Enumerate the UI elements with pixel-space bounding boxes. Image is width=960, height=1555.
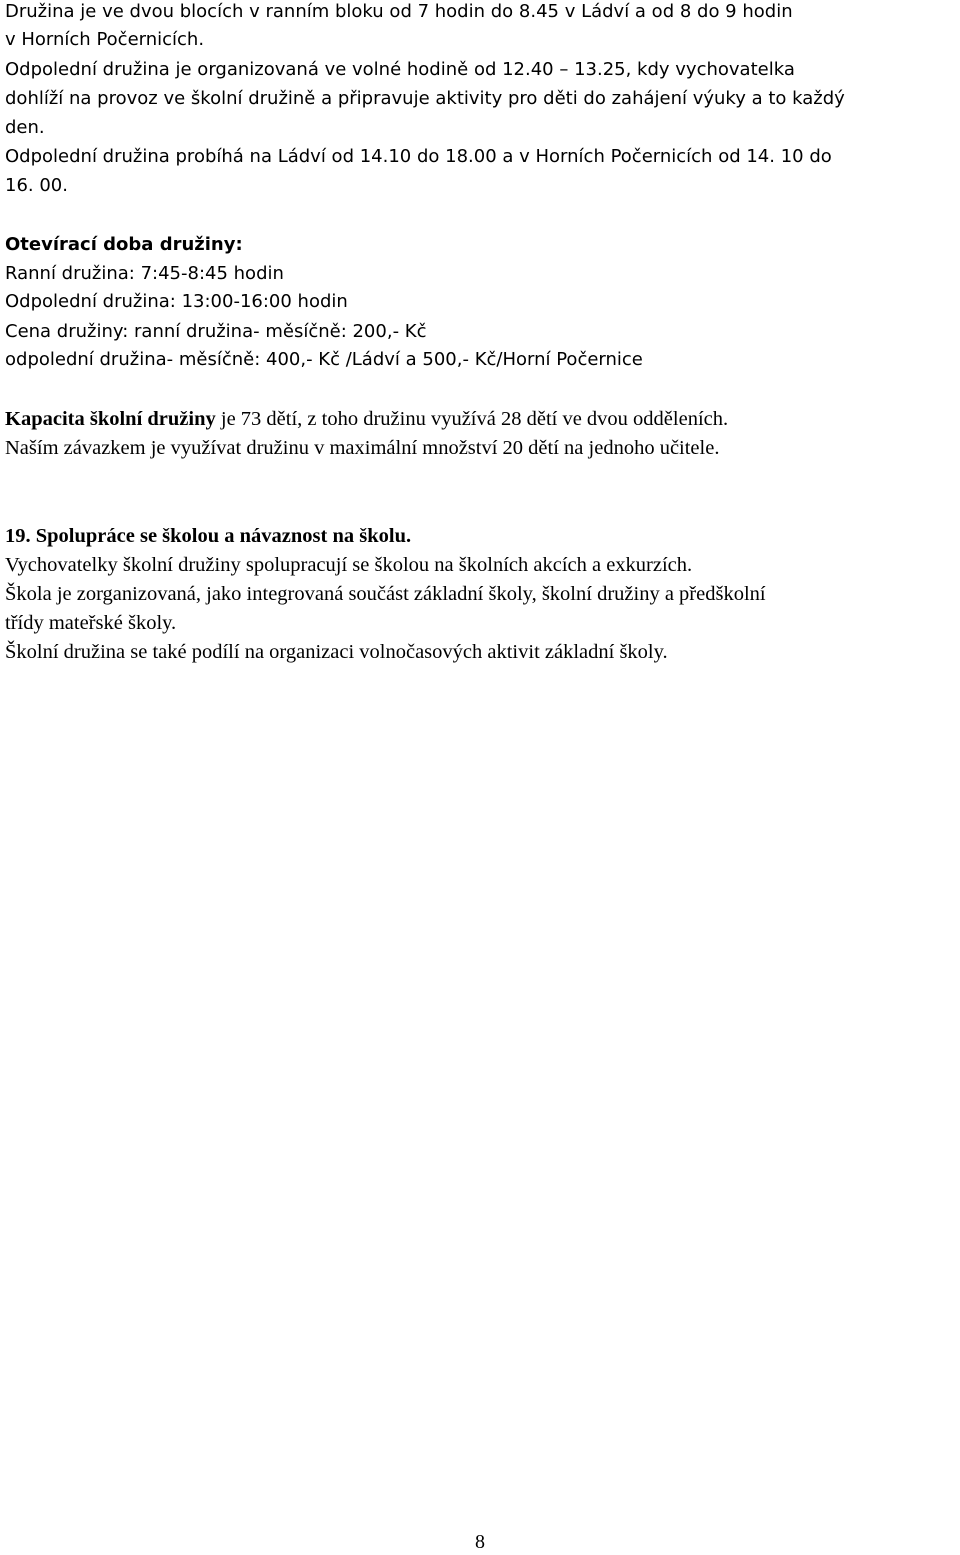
text-line: Odpolední družina je organizovaná ve volné hodině od 12.40 – 13.25, kdy vychovatelka: [5, 59, 795, 80]
text-line: v Horních Počernicích.: [5, 29, 205, 50]
page-number: 8: [475, 1531, 485, 1553]
text-line: Ranní družina: 7:45-8:45 hodin: [5, 263, 284, 284]
text-line: Cena družiny: ranní družina- měsíčně: 200,- Kč: [5, 321, 427, 342]
text-line: Odpolední družina: 13:00-16:00 hodin: [5, 291, 348, 312]
text-line: den.: [5, 117, 45, 138]
text-line: Odpolední družina probíhá na Ládví od 14.10 do 18.00 a v Horních Počernicích od 14. 10 do: [5, 146, 832, 167]
hours-heading: Otevírací doba družiny:: [5, 234, 243, 255]
text-line: dohlíží na provoz ve školní družině a připravuje aktivity pro děti do zahájení výuky a to každý: [5, 88, 845, 109]
text-line: Vychovatelky školní družiny spolupracují se školou na školních akcích a exkurzích.: [5, 554, 693, 576]
text-line: Družina je ve dvou blocích v ranním bloku od 7 hodin do 8.45 v Ládví a od 8 do 9 hodin: [5, 1, 793, 22]
text-line: odpolední družina- měsíčně: 400,- Kč /Ládví a 500,- Kč/Horní Počernice: [5, 349, 643, 370]
section-heading: 19. Spolupráce se školou a návaznost na školu.: [5, 525, 412, 547]
capacity-text: je 73 dětí, z toho družinu využívá 28 dětí ve dvou odděleních.: [215, 408, 729, 430]
text-line: Školní družina se také podílí na organizaci volnočasových aktivit základní školy.: [5, 641, 668, 663]
text-line: třídy mateřské školy.: [5, 612, 177, 634]
capacity-label: Kapacita školní družiny: [5, 408, 216, 430]
capacity-line: [5, 407, 728, 431]
text-line: Škola je zorganizovaná, jako integrovaná součást základní školy, školní družiny a předškolní: [5, 583, 766, 605]
text-line: Naším závazkem je využívat družinu v maximální množství 20 dětí na jednoho učitele.: [5, 437, 720, 459]
text-line: 16. 00.: [5, 175, 68, 196]
